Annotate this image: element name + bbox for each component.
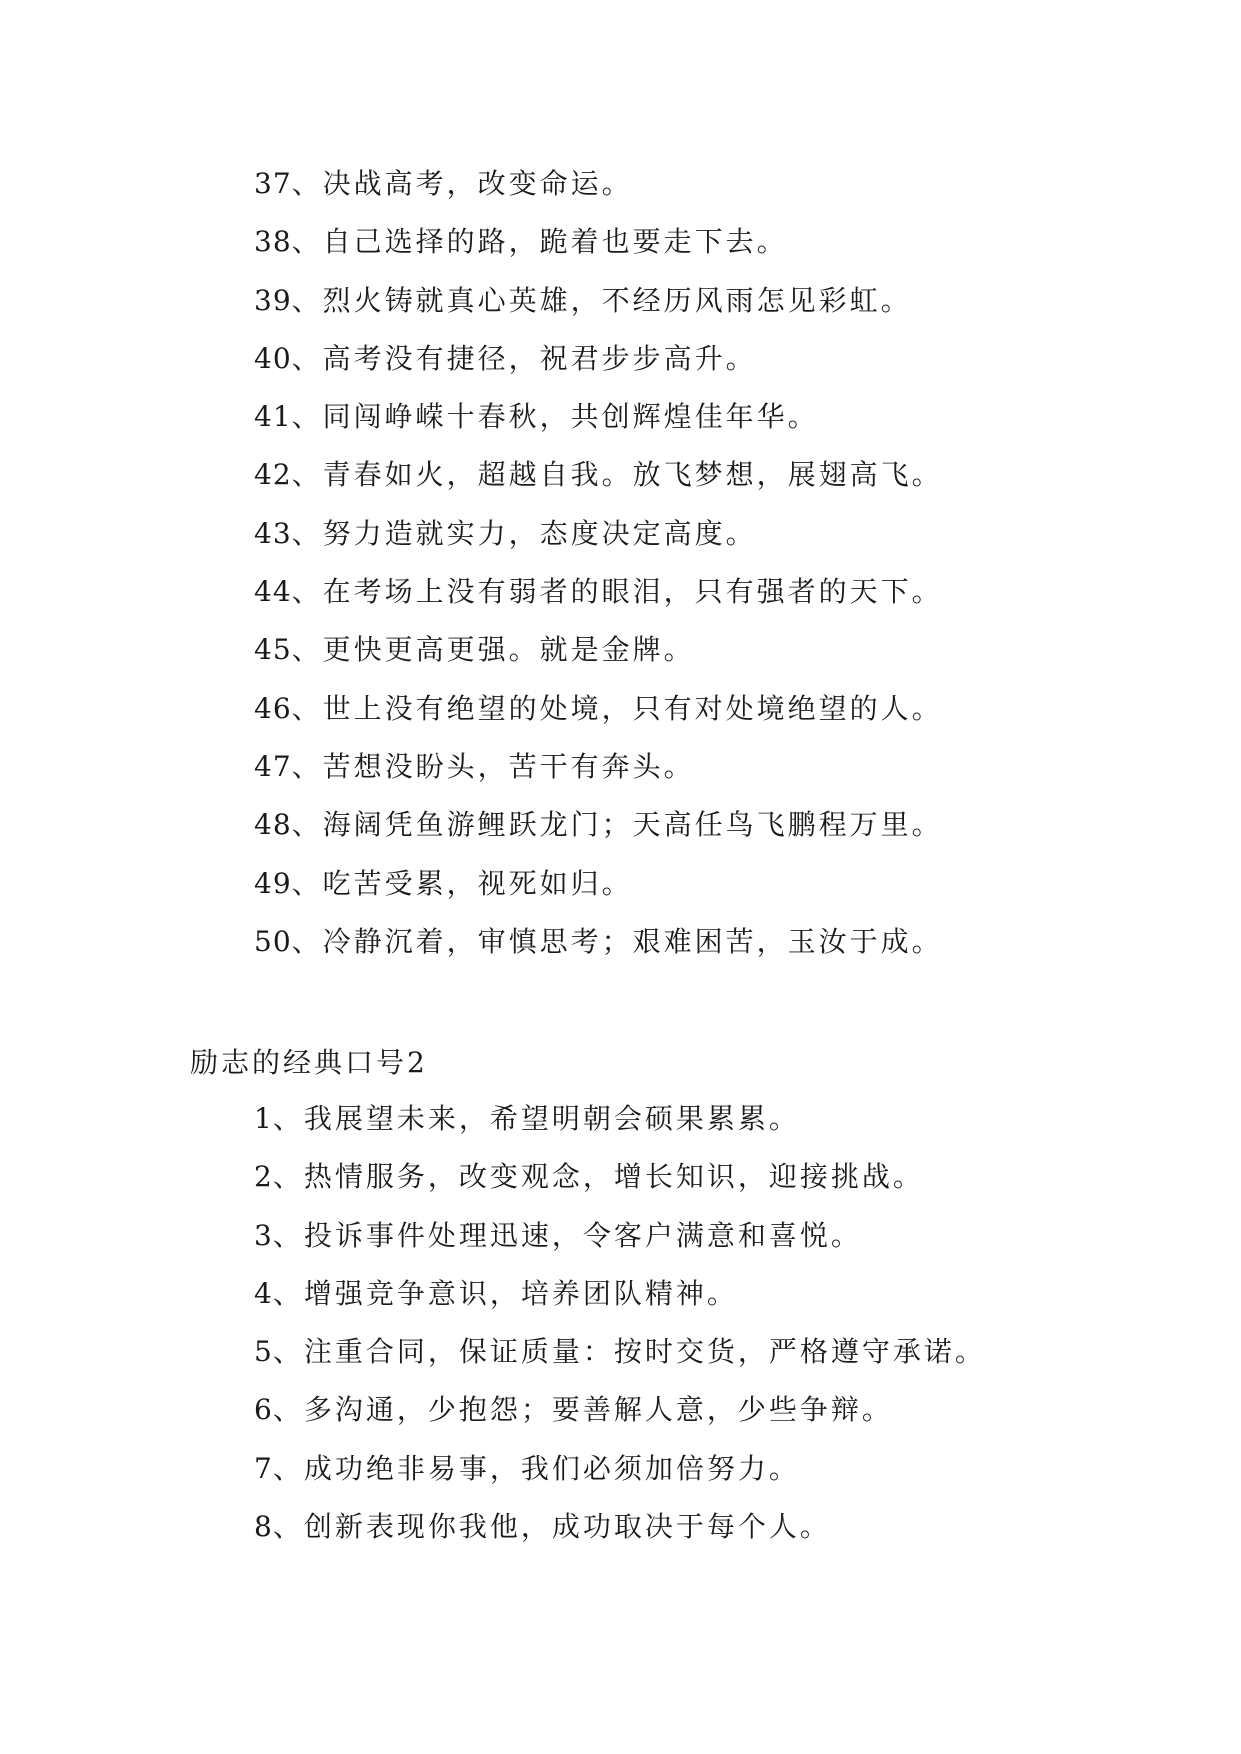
item-number: 49 (254, 866, 292, 900)
list-item (254, 1214, 1214, 1272)
item-text: 、同闯峥嵘十春秋，共创辉煌佳年华。 (291, 400, 819, 434)
item-text: 、我展望未来，希望明朝会硕果累累。 (272, 1102, 800, 1135)
item-number: 41 (254, 400, 292, 434)
item-number: 5 (254, 1335, 273, 1369)
item-text: 、自己选择的路，跪着也要走下去。 (291, 225, 788, 259)
list-item (254, 570, 1214, 628)
item-text: 、注重合同，保证质量：按时交货，严格遵守承诺。 (272, 1335, 986, 1369)
item-number: 2 (254, 1160, 273, 1194)
item-number: 42 (254, 458, 292, 492)
item-number: 46 (254, 691, 292, 725)
item-number: 45 (254, 633, 292, 667)
item-number: 48 (254, 808, 292, 842)
list-item (254, 395, 1214, 453)
slogan-list-part-one (254, 162, 1214, 978)
item-text: 、烈火铸就真心英雄，不经历风雨怎见彩虹。 (291, 283, 912, 317)
item-number: 47 (254, 749, 292, 783)
list-item (254, 1155, 1214, 1213)
list-item (254, 279, 1214, 337)
list-item (254, 1447, 1214, 1505)
item-text: 、吃苦受累，视死如归。 (291, 866, 633, 900)
list-item (254, 687, 1214, 745)
item-number: 1 (254, 1102, 273, 1135)
item-text: 、创新表现你我他，成功取决于每个人。 (272, 1510, 831, 1544)
list-item (254, 162, 1214, 220)
list-item (254, 1097, 1214, 1155)
item-number: 37 (254, 167, 292, 200)
list-item (254, 745, 1214, 803)
item-text: 、决战高考，改变命运。 (291, 167, 633, 200)
item-text: 、热情服务，改变观念，增长知识，迎接挑战。 (272, 1160, 924, 1194)
item-text: 、在考场上没有弱者的眼泪，只有强者的天下。 (291, 575, 943, 609)
list-item (254, 453, 1214, 511)
item-text: 、世上没有绝望的处境，只有对处境绝望的人。 (291, 691, 943, 725)
list-item (254, 1388, 1214, 1446)
item-text: 、努力造就实力，态度决定高度。 (291, 516, 757, 550)
item-text: 、增强竞争意识，培养团队精神。 (272, 1276, 738, 1310)
list-item (254, 512, 1214, 570)
item-number: 4 (254, 1276, 273, 1310)
item-number: 40 (254, 341, 292, 375)
slogan-list-part-two (254, 1097, 1214, 1563)
item-text: 、青春如火，超越自我。放飞梦想，展翅高飞。 (291, 458, 943, 492)
list-item (254, 862, 1214, 920)
item-number: 43 (254, 516, 292, 550)
item-number: 7 (254, 1451, 273, 1485)
item-text: 、苦想没盼头，苦干有奔头。 (291, 749, 695, 783)
item-number: 8 (254, 1510, 273, 1544)
item-text: 、投诉事件处理迅速，令客户满意和喜悦。 (272, 1218, 862, 1252)
item-number: 6 (254, 1393, 273, 1427)
list-item (254, 803, 1214, 861)
item-text: 、成功绝非易事，我们必须加倍努力。 (272, 1451, 800, 1485)
item-text: 、冷静沉着，审慎思考；艰难困苦，玉汝于成。 (291, 924, 943, 958)
list-item (254, 628, 1214, 686)
list-item (254, 920, 1214, 978)
item-text: 、更快更高更强。就是金牌。 (291, 633, 695, 667)
item-number: 50 (254, 924, 292, 958)
item-text: 、多沟通，少抱怨；要善解人意，少些争辩。 (272, 1393, 893, 1427)
list-item (254, 1505, 1214, 1563)
list-item (254, 337, 1214, 395)
list-item (254, 1330, 1214, 1388)
item-text: 、高考没有捷径，祝君步步高升。 (291, 341, 757, 375)
section-heading: 励志的经典口号2 (190, 1046, 428, 1079)
list-item (254, 1272, 1214, 1330)
item-number: 38 (254, 225, 292, 259)
item-number: 44 (254, 575, 292, 609)
item-number: 39 (254, 283, 292, 317)
item-text: 、海阔凭鱼游鲤跃龙门；天高任鸟飞鹏程万里。 (291, 808, 943, 842)
item-number: 3 (254, 1218, 273, 1252)
list-item (254, 220, 1214, 278)
